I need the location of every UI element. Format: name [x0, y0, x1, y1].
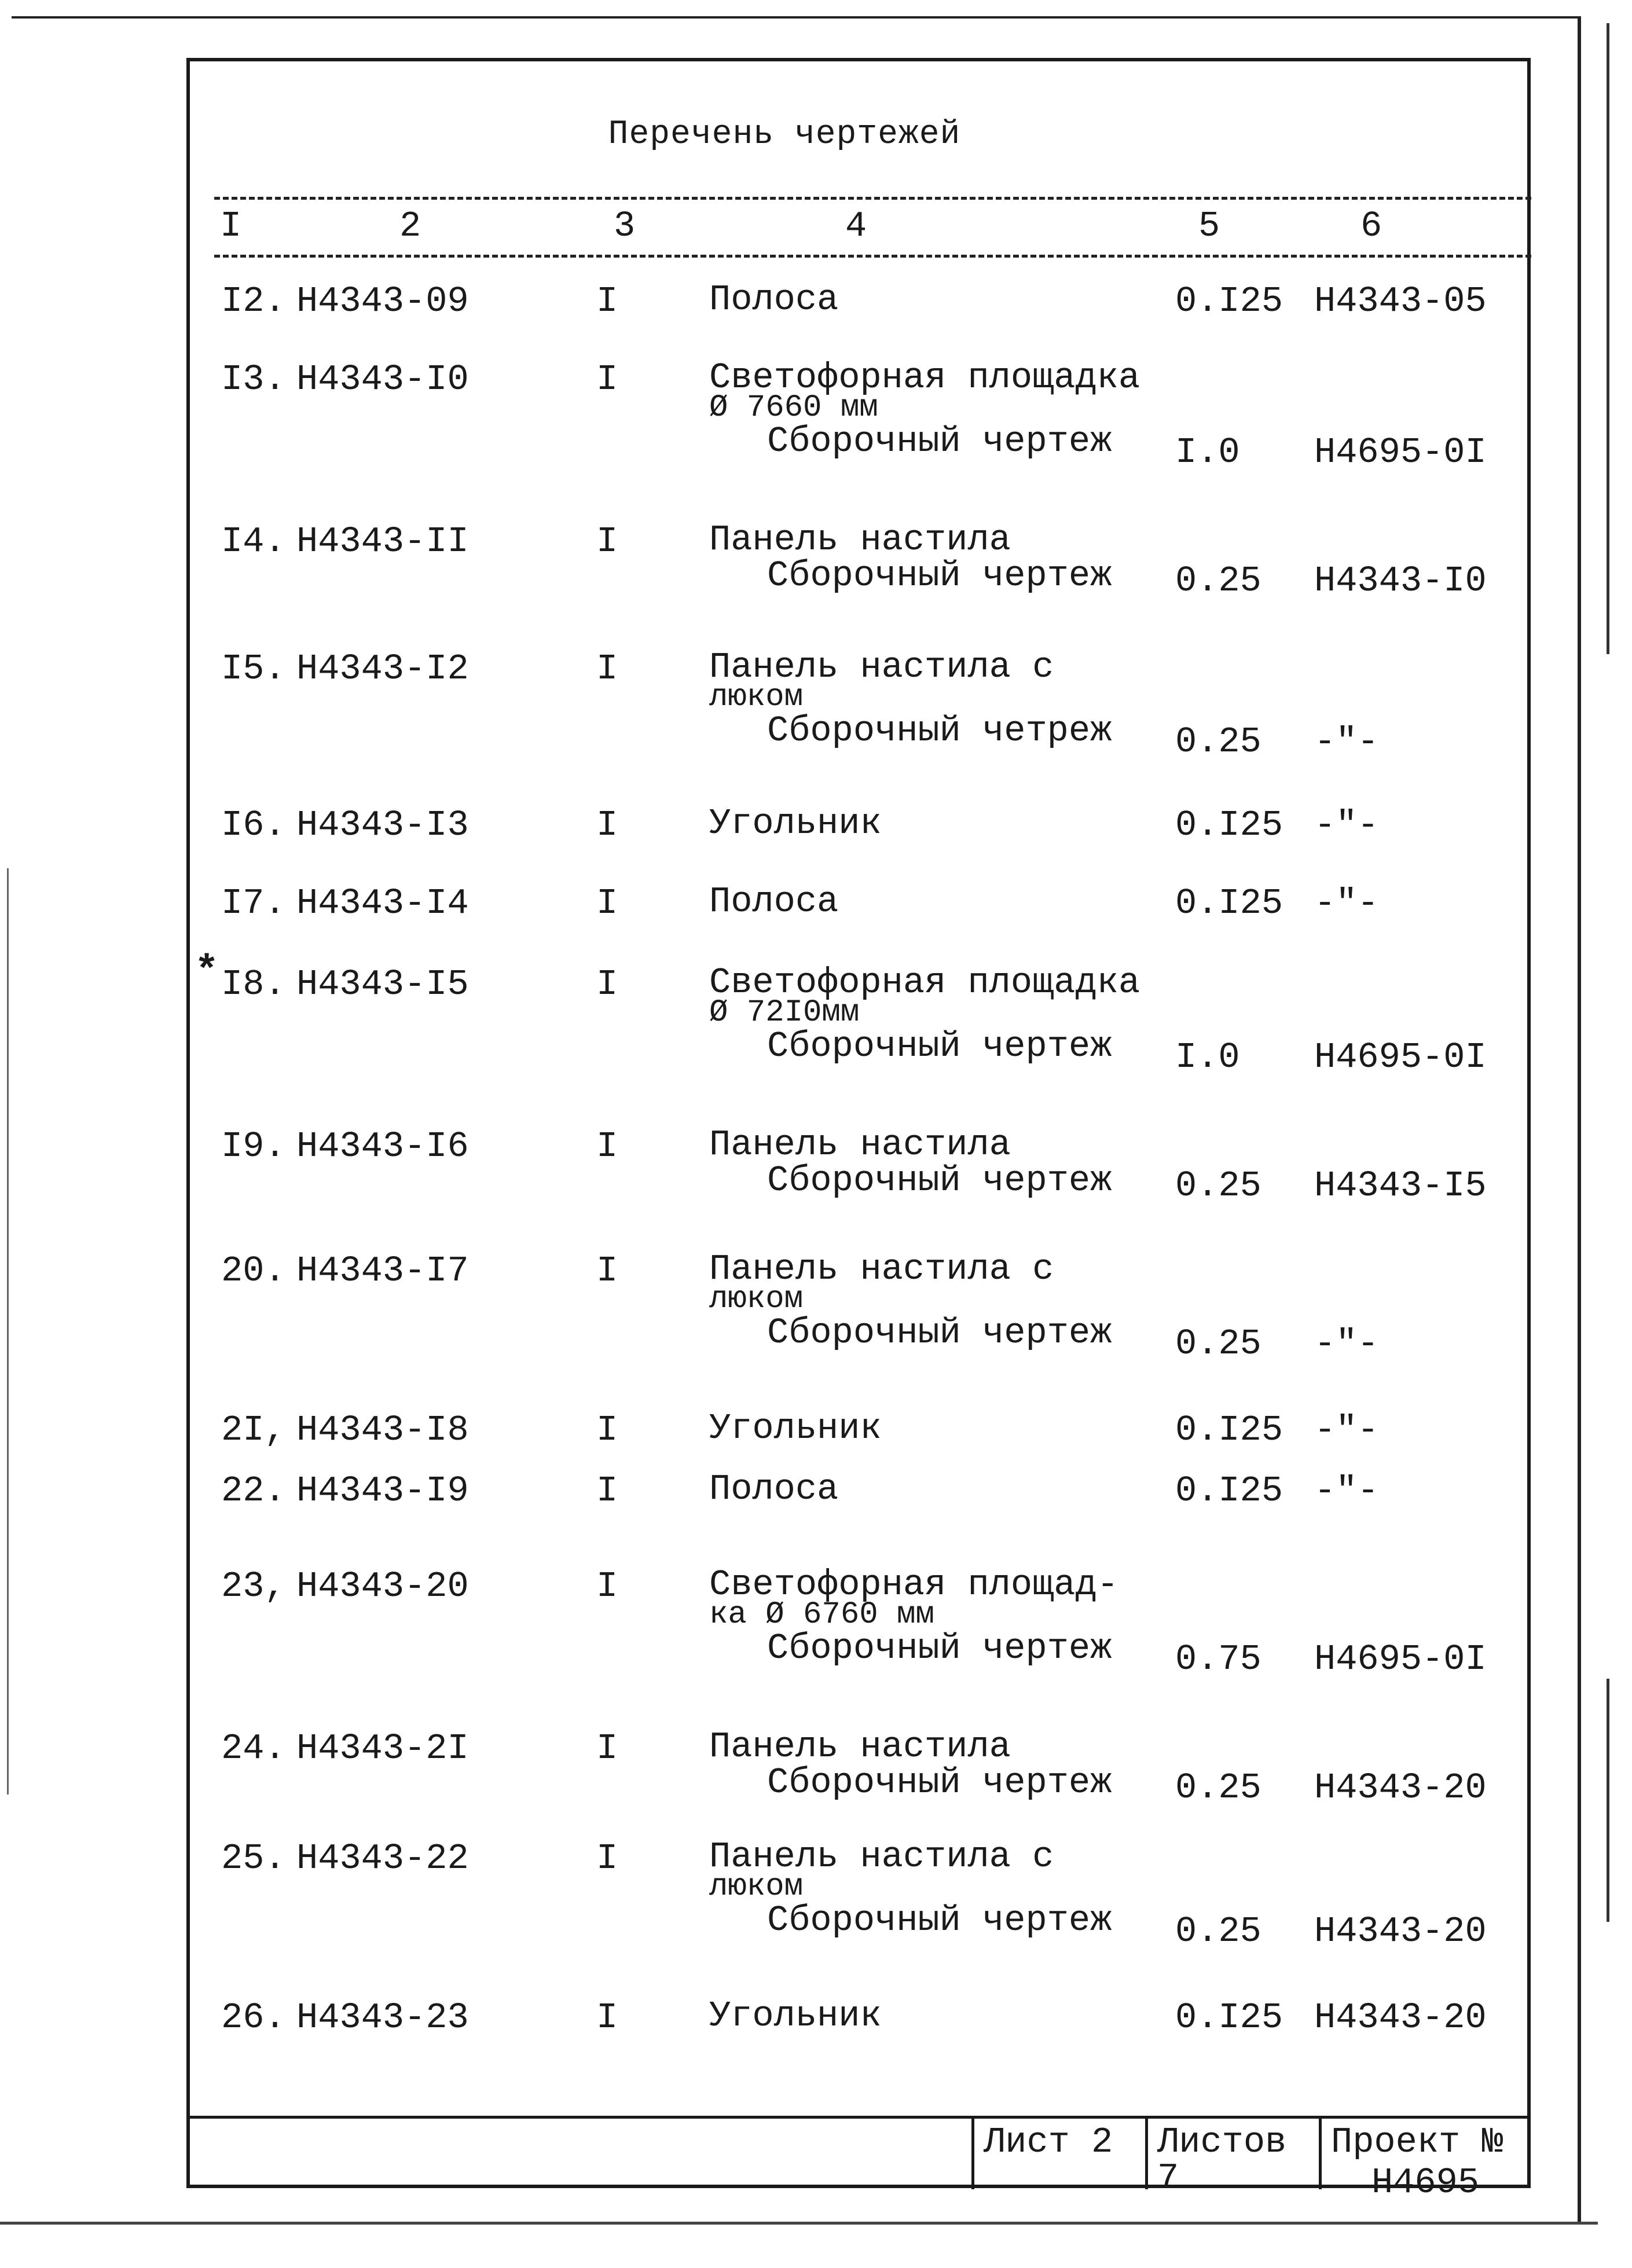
- row-number: I3.: [221, 359, 286, 400]
- revision-asterisk: *: [195, 949, 219, 995]
- sheet-bottom-edge: [0, 2222, 1598, 2225]
- row-quantity: I: [596, 1250, 618, 1291]
- row-quantity: I: [596, 521, 618, 562]
- row-quantity: I: [596, 359, 618, 400]
- sheet-number: Лист 2: [984, 2122, 1113, 2163]
- row-number: 20.: [221, 1250, 286, 1291]
- row-designation: H4343-I3: [296, 805, 469, 846]
- row-mass: 0.25: [1175, 1767, 1261, 1808]
- row-quantity: I: [596, 1997, 618, 2038]
- row-mass: 0.25: [1175, 560, 1261, 601]
- row-designation: H4343-20: [296, 1566, 469, 1607]
- row-reference: -"-: [1314, 1470, 1379, 1511]
- row-name: [709, 962, 1140, 1067]
- row-reference: H4343-20: [1314, 1911, 1487, 1952]
- row-name-line: Сборочный чертеж: [767, 1159, 1112, 1201]
- row-quantity: I: [596, 1728, 618, 1769]
- row-name-line: Сборочный чертеж: [767, 1900, 1112, 1942]
- row-name-line: Светофорная площадка: [709, 962, 1140, 1003]
- row-number: 23,: [221, 1566, 286, 1607]
- row-number: I4.: [221, 521, 286, 562]
- row-reference: H4695-0I: [1314, 1037, 1487, 1078]
- row-name: [709, 803, 882, 844]
- row-name: [709, 279, 839, 320]
- row-designation: H4343-I7: [296, 1250, 469, 1291]
- row-number: 2I,: [221, 1410, 286, 1451]
- row-name-line: Сборочный чертеж: [767, 1628, 1112, 1669]
- row-name-line: ка Ø 6760 мм: [709, 1597, 934, 1632]
- row-mass: I.0: [1175, 1037, 1240, 1078]
- row-designation: H4343-I5: [296, 964, 469, 1005]
- row-quantity: I: [596, 1566, 618, 1607]
- row-name-line: люком: [709, 679, 804, 715]
- sheet-count: Листов 7: [1157, 2122, 1287, 2199]
- row-number: 22.: [221, 1470, 286, 1511]
- row-name-line: Панель настила с: [709, 1836, 1054, 1877]
- row-name-line: Светофорная площад-: [709, 1564, 1118, 1605]
- row-mass: 0.25: [1175, 1323, 1261, 1364]
- sheet-right-edge: [1607, 23, 1609, 654]
- header-bottom-dashes: [214, 255, 1531, 258]
- row-designation: H4343-22: [296, 1838, 469, 1879]
- row-designation: H4343-2I: [296, 1728, 469, 1769]
- header-col-1: I: [220, 205, 242, 247]
- row-name-line: люком: [709, 1869, 804, 1904]
- row-name: [709, 647, 1112, 752]
- row-name-line: Панель настила: [709, 1124, 1011, 1165]
- header-col-6: 6: [1360, 205, 1382, 247]
- project-label: Проект №: [1331, 2122, 1503, 2163]
- row-designation: H4343-23: [296, 1997, 469, 2038]
- row-reference: H4343-I0: [1314, 560, 1487, 601]
- row-name-line: Ø 72I0мм: [709, 994, 860, 1030]
- header-col-3: 3: [614, 205, 636, 247]
- row-name: [709, 1726, 1112, 1803]
- row-designation: H4343-09: [296, 281, 469, 322]
- row-designation: H4343-I9: [296, 1470, 469, 1511]
- row-name-line: Ø 7660 мм: [709, 390, 878, 425]
- row-mass: 0.I25: [1175, 281, 1283, 322]
- row-mass: 0.25: [1175, 1165, 1261, 1206]
- row-name-line: Угольник: [709, 1995, 882, 2036]
- row-name-line: Сборочный чертеж: [767, 1026, 1112, 1067]
- row-designation: H4343-I4: [296, 883, 469, 924]
- row-mass: 0.I25: [1175, 883, 1283, 924]
- row-reference: H4695-0I: [1314, 1639, 1487, 1680]
- row-number: I2.: [221, 281, 286, 322]
- row-number: I6.: [221, 805, 286, 846]
- sheet-right-edge-lower: [1607, 1679, 1609, 1922]
- sheet-number-cell: [971, 2119, 1145, 2189]
- row-name-line: Угольник: [709, 803, 882, 844]
- row-number: 25.: [221, 1838, 286, 1879]
- row-designation: H4343-I0: [296, 359, 469, 400]
- row-quantity: I: [596, 1410, 618, 1451]
- row-name: [709, 1408, 882, 1449]
- row-name: [709, 1124, 1112, 1201]
- row-name: [709, 1249, 1112, 1354]
- row-name-line: Сборочный чертеж: [767, 555, 1112, 596]
- row-name-line: люком: [709, 1281, 804, 1317]
- row-name-line: Панель настила с: [709, 647, 1054, 688]
- row-name: [709, 1564, 1118, 1669]
- row-quantity: I: [596, 1126, 618, 1167]
- title-block: [190, 2116, 1527, 2203]
- page-title: Перечень чертежей: [608, 116, 961, 153]
- row-reference: H4343-I5: [1314, 1165, 1487, 1206]
- row-number: I7.: [221, 883, 286, 924]
- project-cell: [1319, 2119, 1527, 2203]
- row-name-line: Сборочный чертеж: [767, 1312, 1112, 1354]
- row-reference: H4343-20: [1314, 1767, 1487, 1808]
- row-name: [709, 1469, 839, 1510]
- row-reference: H4695-0I: [1314, 432, 1487, 473]
- row-name-line: Панель настила с: [709, 1249, 1054, 1290]
- row-quantity: I: [596, 883, 618, 924]
- row-mass: 0.I25: [1175, 805, 1283, 846]
- row-number: 26.: [221, 1997, 286, 2038]
- row-name-line: Сборочный чертеж: [767, 1761, 1112, 1803]
- row-designation: H4343-I8: [296, 1410, 469, 1451]
- row-mass: 0.I25: [1175, 1997, 1283, 2038]
- row-name-line: Сборочный чертеж: [767, 421, 1112, 463]
- row-mass: 0.25: [1175, 1911, 1261, 1952]
- row-name: [709, 881, 839, 922]
- row-name-line: Полоса: [709, 881, 839, 922]
- row-mass: I.0: [1175, 432, 1240, 473]
- row-number: I8.: [221, 964, 286, 1005]
- row-quantity: I: [596, 964, 618, 1005]
- row-quantity: I: [596, 805, 618, 846]
- row-mass: 0.75: [1175, 1639, 1261, 1680]
- row-name-line: Сборочный четреж: [767, 710, 1112, 752]
- row-reference: H4343-05: [1314, 281, 1487, 322]
- row-name-line: Угольник: [709, 1408, 882, 1449]
- row-name-line: Светофорная площадка: [709, 357, 1140, 398]
- row-reference: -"-: [1314, 805, 1379, 846]
- row-name-line: Панель настила: [709, 1726, 1011, 1767]
- row-reference: H4343-20: [1314, 1997, 1487, 2038]
- row-number: I9.: [221, 1126, 286, 1167]
- row-designation: H4343-II: [296, 521, 469, 562]
- header-col-2: 2: [399, 205, 421, 247]
- row-designation: H4343-I2: [296, 648, 469, 689]
- row-reference: -"-: [1314, 1410, 1379, 1451]
- row-designation: H4343-I6: [296, 1126, 469, 1167]
- row-reference: -"-: [1314, 721, 1379, 762]
- row-name: [709, 357, 1140, 463]
- row-name: [709, 1836, 1112, 1942]
- row-quantity: I: [596, 1470, 618, 1511]
- row-mass: 0.I25: [1175, 1470, 1283, 1511]
- row-quantity: I: [596, 648, 618, 689]
- header-col-5: 5: [1198, 205, 1220, 247]
- project-number: H4695: [1371, 2162, 1480, 2203]
- row-number: 24.: [221, 1728, 286, 1769]
- row-quantity: I: [596, 1838, 618, 1879]
- sheet-left-edge: [7, 868, 9, 1794]
- row-name: [709, 519, 1112, 596]
- row-mass: 0.I25: [1175, 1410, 1283, 1451]
- row-reference: -"-: [1314, 883, 1379, 924]
- row-name-line: Полоса: [709, 279, 839, 320]
- row-name-line: Полоса: [709, 1469, 839, 1510]
- sheet-count-cell: [1145, 2119, 1319, 2199]
- row-reference: -"-: [1314, 1323, 1379, 1364]
- row-mass: 0.25: [1175, 721, 1261, 762]
- header-col-4: 4: [845, 205, 867, 247]
- row-number: I5.: [221, 648, 286, 689]
- row-quantity: I: [596, 281, 618, 322]
- row-name: [709, 1995, 882, 2036]
- row-name-line: Панель настила: [709, 519, 1011, 560]
- header-top-dashes: [214, 197, 1531, 200]
